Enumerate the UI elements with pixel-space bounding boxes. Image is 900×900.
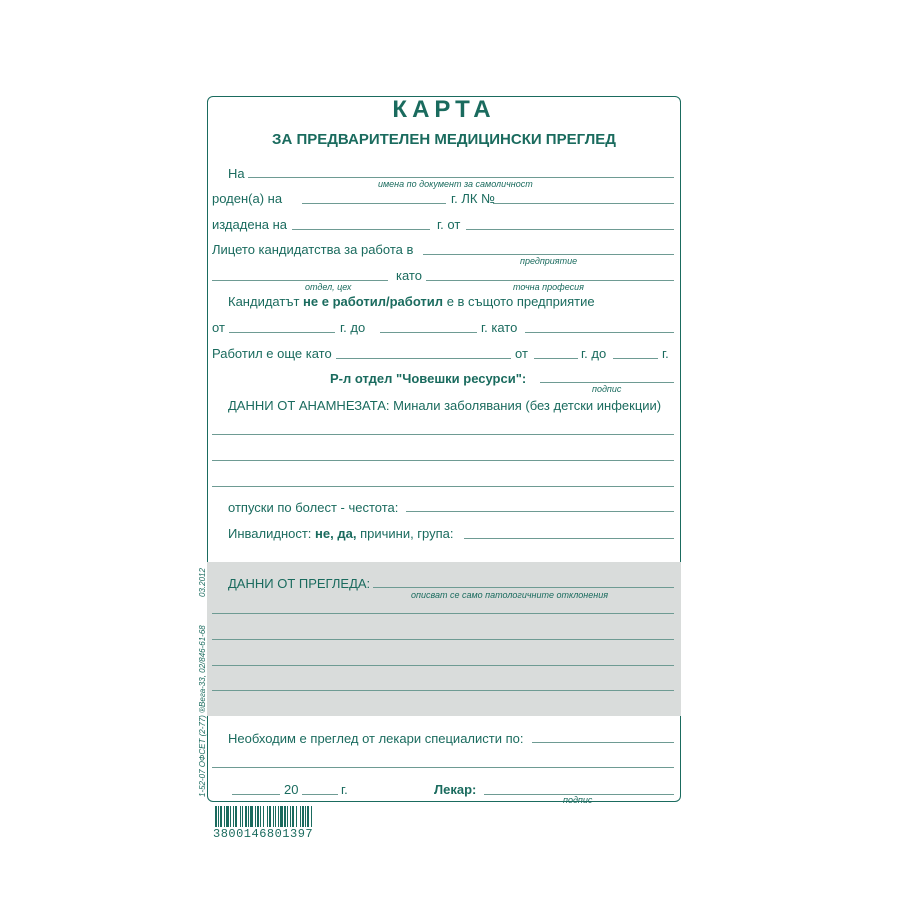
label-issued: издадена на (212, 217, 287, 232)
field-sick-leave-line[interactable] (406, 511, 674, 512)
side-date: 03.2012 (198, 568, 207, 597)
field-to-line[interactable] (380, 332, 477, 333)
specialists-line-2[interactable] (212, 767, 674, 768)
label-exam: ДАННИ ОТ ПРЕГЛЕДА: (228, 576, 371, 591)
anamnesis-line-3[interactable] (212, 486, 674, 487)
label-hr: Р-л отдел "Човешки ресурси": (330, 371, 527, 386)
label-sick-leave: отпуски по болест - честота: (228, 500, 399, 515)
exam-line-1[interactable] (212, 613, 674, 614)
label-doctor: Лекар: (434, 782, 477, 797)
exam-line-3[interactable] (212, 665, 674, 666)
field-position-line[interactable] (525, 332, 674, 333)
hint-department: отдел, цех (305, 282, 352, 292)
candidate-statement (228, 294, 595, 309)
field-issued-line[interactable] (292, 229, 430, 230)
field-born-line[interactable] (302, 203, 446, 204)
field-department-line[interactable] (212, 280, 388, 281)
field-also-worked-line[interactable] (336, 358, 511, 359)
hint-profession: точна професия (513, 282, 584, 292)
field-to-2-line[interactable] (613, 358, 658, 359)
hint-signature: подпис (592, 384, 622, 394)
field-date-line[interactable] (232, 794, 280, 795)
label-g-to-2: г. до (581, 346, 607, 361)
disability-statement (228, 526, 454, 541)
label-specialists: Необходим е преглед от лекари специалисти по: (228, 731, 524, 746)
label-g-end: г. (662, 346, 669, 361)
field-company-line[interactable] (423, 254, 674, 255)
field-from-2-line[interactable] (534, 358, 578, 359)
field-issuer-line[interactable] (466, 229, 674, 230)
hint-company: предприятие (520, 256, 578, 266)
hint-doctor-signature: подпис (563, 795, 593, 805)
label-from-2: от (515, 346, 528, 361)
field-name-line[interactable] (248, 177, 674, 178)
hint-exam: описват се само патологичните отклонения (411, 590, 609, 600)
hint-name: имена по документ за самоличност (378, 179, 533, 189)
label-na: На (228, 166, 245, 181)
field-year-line[interactable] (302, 794, 338, 795)
label-born: роден(а) на (212, 191, 283, 206)
label-g-to: г. до (340, 320, 366, 335)
form-subtitle: ЗА ПРЕДВАРИТЕЛЕН МЕДИЦИНСКИ ПРЕГЛЕД (272, 131, 616, 148)
exam-line-2[interactable] (212, 639, 674, 640)
label-applies: Лицето кандидатства за работа в (212, 242, 414, 257)
exam-line-4[interactable] (212, 690, 674, 691)
disability-prefix: Инвалидност: (228, 526, 312, 541)
label-also-worked: Работил е още като (212, 346, 332, 361)
form-title: КАРТА (392, 96, 496, 123)
field-specialists-line[interactable] (532, 742, 674, 743)
label-year-g: г. (341, 782, 348, 797)
candidate-prefix: Кандидатът (228, 294, 300, 309)
label-as: като (396, 268, 422, 283)
disability-options[interactable]: не, да, (315, 526, 357, 541)
field-hr-signature-line[interactable] (540, 382, 674, 383)
label-from: от (212, 320, 225, 335)
barcode-number: 3800146801397 (213, 827, 314, 841)
field-disability-line[interactable] (464, 538, 674, 539)
field-from-line[interactable] (229, 332, 335, 333)
label-id-card: г. ЛК № (451, 191, 496, 206)
disability-suffix: причини, група: (360, 526, 454, 541)
candidate-suffix: е в същото предприятие (446, 294, 595, 309)
candidate-options[interactable]: не е работил/работил (303, 294, 444, 309)
field-profession-line[interactable] (426, 280, 674, 281)
label-anamnesis: ДАННИ ОТ АНАМНЕЗАТА: Минали заболявания (без детски инфекции) (228, 398, 662, 413)
label-g-as: г. като (481, 320, 518, 335)
anamnesis-line-1[interactable] (212, 434, 674, 435)
field-id-line[interactable] (493, 203, 674, 204)
field-exam-line[interactable] (373, 587, 674, 588)
anamnesis-line-2[interactable] (212, 460, 674, 461)
label-g-from: г. от (437, 217, 461, 232)
label-year: 20 (284, 782, 299, 797)
side-print-info: 1-52-07 ОФСЕТ (2-77) ®Вега-33, 02/846-61-68 (198, 625, 207, 797)
